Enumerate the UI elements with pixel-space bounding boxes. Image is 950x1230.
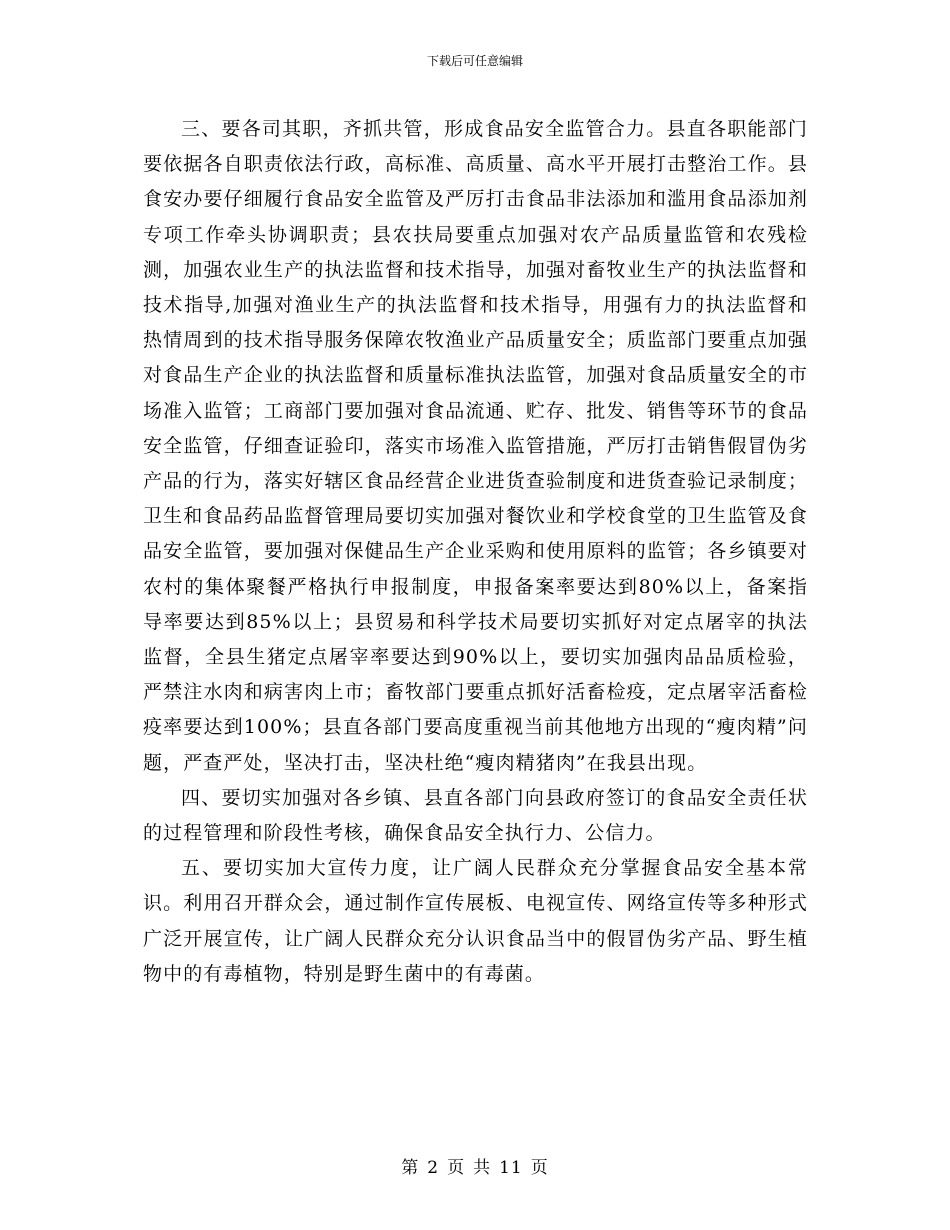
footer-total-prefix: 共 [473,1158,492,1178]
footer-total-pages: 11 [499,1158,523,1178]
footer-prefix: 第 [401,1158,420,1178]
document-body [143,112,808,992]
footer-total-unit: 页 [530,1158,549,1178]
paragraph-5: 五、要切实加大宣传力度，让广阔人民群众充分掌握食品安全基本常识。利用召开群众会，通过制作宣传展板、电视宣传、网络宣传等多种形式广泛开展宣传，让广阔人民群众充分认识食品当中的假冒伪劣产品、野生植物中的有毒植物，特别是野生菌中的有毒菌。 [143,857,808,985]
footer-page-unit: 页 [447,1158,466,1178]
header-note: 下载后可任意编辑 [426,54,523,68]
paragraph-3: 三、要各司其职，齐抓共管，形成食品安全监管合力。县直各职能部门要依据各自职责依法行政，高标准、高质量、高水平开展打击整治工作。县食安办要仔细履行食品安全监管及严厉打击食品非法添加和滥用食品添加剂专项工作牵头协调职责；县农扶局要重点加强对农产品质量监管和农残检测，加强农业生产的执法监督和技术指导，加强对畜牧业生产的执法监督和技术指导,加强对渔业生产的执法监督和技术指导，用强有力的执法监督和热情周到的技术指导服务保障农牧渔业产品质量安全；质监部门要重点加强对食品生产企业的执法监督和质量标准执法监管，加强对食品质量安全的市场准入监管；工商部门要加强对食品流通、贮存、批发、销售等环节的食品安全监管，仔细查证验印，落实市场准入监管措施，严厉打击销售假冒伪劣产品的行为，落实好辖区食品经营企业进货查验制度和进货查验记录制度；卫生和食品药品监督管理局要切实加强对餐饮业和学校食堂的卫生监管及食品安全监管，要加强对保健品生产企业采购和使用原料的监管；各乡镇要对农村的集体聚餐严格执行申报制度，申报备案率要达到80%以上，备案指导率要达到85%以上；县贸易和科学技术局要切实抓好对定点屠宰的执法监督，全县生猪定点屠宰率要达到90%以上，要切实加强肉品品质检验，严禁注水肉和病害肉上市；畜牧部门要重点抓好活畜检疫，定点屠宰活畜检疫率要达到100%；县直各部门要高度重视当前其他地方出现的“瘦肉精”问题，严查严处，坚决打击，坚决杜绝“瘦肉精猪肉”在我县出现。 [143,118,808,774]
footer-page-number: 2 [427,1158,440,1178]
page-number-footer [0,1153,950,1178]
paragraph-4: 四、要切实加强对各乡镇、县直各部门向县政府签订的食品安全责任状的过程管理和阶段性考核，确保食品安全执行力、公信力。 [143,786,808,845]
